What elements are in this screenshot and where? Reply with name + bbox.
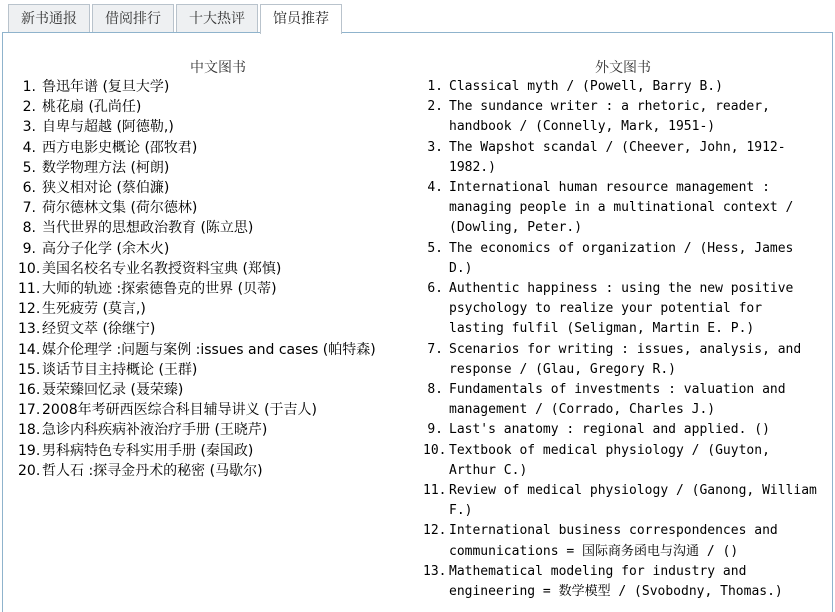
book-link[interactable]: 高分子化学 (余木火): [42, 240, 170, 257]
book-item: [18, 420, 413, 440]
tab-top-ten-reviews[interactable]: 十大热评: [176, 4, 258, 32]
tab-new-books[interactable]: 新书通报: [8, 4, 90, 32]
book-number: 13.: [423, 563, 447, 579]
book-item: [423, 97, 823, 137]
book-item: [18, 239, 413, 259]
book-item: [18, 319, 413, 339]
book-item: [423, 521, 823, 561]
book-item: [423, 77, 823, 97]
book-number: 7.: [427, 341, 443, 357]
foreign-books-title: 外文图书: [595, 60, 651, 76]
book-link[interactable]: 狭义相对论 (蔡伯濂): [42, 180, 170, 196]
book-item: [18, 117, 413, 137]
book-number: 9.: [22, 240, 36, 257]
book-number: 10.: [18, 260, 41, 277]
book-number: 8.: [22, 220, 36, 237]
book-link[interactable]: The Wapshot scandal / (Cheever, John, 1912-1982.): [449, 139, 786, 175]
book-item: [423, 562, 823, 602]
book-number: 17.: [18, 402, 41, 419]
tab-librarian-recommend[interactable]: 馆员推荐: [260, 4, 342, 34]
book-number: 11.: [423, 483, 447, 499]
book-link[interactable]: 急诊内科疾病补液治疗手册 (王晓芹): [42, 422, 268, 439]
book-item: [423, 441, 823, 481]
book-item: [18, 299, 413, 319]
book-link[interactable]: 谈话节目主持概论 (王群): [42, 361, 198, 378]
book-number: 3.: [427, 139, 443, 155]
book-item: [18, 77, 413, 97]
book-number: 7.: [22, 200, 36, 217]
book-item: [423, 481, 823, 521]
book-link[interactable]: The economics of organization / (Hess, James D.): [449, 240, 794, 276]
book-number: 10.: [423, 442, 447, 458]
book-item: [423, 138, 823, 178]
book-number: 5.: [22, 159, 36, 176]
book-number: 11.: [18, 281, 41, 297]
book-number: 12.: [423, 523, 447, 539]
book-item: [423, 380, 823, 420]
book-link[interactable]: Mathematical modeling for industry and engineering = 数学模型 / (Svobodny, Thomas.): [449, 563, 783, 600]
book-item: [18, 218, 413, 238]
book-link[interactable]: 桃花扇 (孔尚任): [42, 99, 142, 116]
book-link[interactable]: 生死疲劳 (莫言,): [42, 301, 146, 318]
book-item: [18, 158, 413, 178]
book-item: [18, 441, 413, 461]
book-link[interactable]: 大师的轨迹 :探索德鲁克的世界 (贝蒂): [42, 281, 277, 297]
book-link[interactable]: International human resource management : managing people in a multinational context / (Dowling, Peter.): [449, 180, 794, 236]
book-item: [423, 239, 823, 279]
book-link[interactable]: 数学物理方法 (柯朗): [42, 159, 170, 176]
book-link[interactable]: 媒介伦理学 :问题与案例 :issues and cases (帕特森): [42, 341, 376, 358]
book-item: [18, 360, 413, 380]
book-item: [18, 340, 413, 360]
book-number: 4.: [427, 180, 443, 196]
book-number: 19.: [18, 442, 41, 459]
chinese-books-title: 中文图书: [190, 60, 246, 76]
book-number: 12.: [18, 301, 41, 318]
book-link[interactable]: 自卑与超越 (阿德勒,): [42, 119, 174, 136]
book-number: 14.: [18, 341, 41, 358]
book-link[interactable]: 聂荣臻回忆录 (聂荣臻): [42, 382, 184, 398]
book-link[interactable]: Fundamentals of investments : valuation and management / (Corrado, Charles J.): [449, 382, 786, 418]
book-link[interactable]: International business correspondences and communications = 国际商务函电与沟通 / (): [449, 523, 778, 559]
book-link[interactable]: Authentic happiness : using the new positive psychology to realize your potential for lasting fulfil (Seligman, Martin E. P.): [449, 281, 794, 337]
book-number: 13.: [18, 321, 41, 338]
book-item: [18, 198, 413, 218]
book-number: 1.: [427, 79, 443, 94]
foreign-book-list: [423, 77, 823, 602]
book-link[interactable]: 经贸文萃 (徐继宁): [42, 321, 156, 338]
recommend-panel: [2, 32, 833, 612]
book-link[interactable]: 鲁迅年谱 (复旦大学): [42, 79, 170, 95]
book-item: [18, 138, 413, 158]
book-link[interactable]: The sundance writer : a rhetoric, reader, handbook / (Connelly, Mark, 1951-): [449, 99, 770, 135]
book-number: 2.: [22, 99, 36, 116]
book-item: [18, 279, 413, 299]
book-number: 20.: [18, 462, 41, 479]
book-item: [18, 380, 413, 400]
book-number: 18.: [18, 422, 41, 439]
book-link[interactable]: 男科病特色专科实用手册 (秦国政): [42, 442, 254, 459]
book-item: [423, 340, 823, 380]
book-number: 9.: [427, 422, 443, 438]
book-link[interactable]: Textbook of medical physiology / (Guyton, Arthur C.): [449, 442, 770, 478]
book-item: [423, 178, 823, 239]
book-link[interactable]: Classical myth / (Powell, Barry B.): [449, 79, 723, 94]
book-number: 15.: [18, 361, 41, 378]
book-number: 3.: [22, 119, 36, 136]
book-number: 1.: [22, 79, 36, 95]
book-item: [18, 97, 413, 117]
book-number: 4.: [22, 139, 36, 156]
book-link[interactable]: 美国名校名专业名教授资料宝典 (郑慎): [42, 260, 282, 277]
tab-borrow-ranking[interactable]: 借阅排行: [92, 4, 174, 32]
book-link[interactable]: 2008年考研西医综合科目辅导讲义 (于吉人): [42, 402, 318, 419]
book-number: 5.: [427, 240, 443, 256]
book-link[interactable]: Last's anatomy : regional and applied. (): [449, 422, 770, 438]
book-link[interactable]: Scenarios for writing : issues, analysis, and response / (Glau, Gregory R.): [449, 341, 802, 377]
book-item: [423, 420, 823, 440]
book-number: 6.: [427, 281, 443, 297]
book-link[interactable]: 西方电影史概论 (邵牧君): [42, 139, 198, 156]
book-item: [18, 259, 413, 279]
book-number: 8.: [427, 382, 443, 398]
book-number: 2.: [427, 99, 443, 115]
book-number: 16.: [18, 382, 41, 398]
book-link[interactable]: Review of medical physiology / (Ganong, William F.): [449, 483, 817, 519]
book-item: [18, 400, 413, 420]
book-link[interactable]: 当代世界的思想政治教育 (陈立思): [42, 220, 254, 237]
book-link[interactable]: 荷尔德林文集 (荷尔德林): [42, 200, 198, 217]
book-item: [423, 279, 823, 340]
book-item: [18, 178, 413, 198]
book-number: 6.: [22, 180, 36, 196]
book-item: [18, 461, 413, 481]
book-link[interactable]: 哲人石 :探寻金丹术的秘密 (马歇尔): [42, 462, 263, 479]
